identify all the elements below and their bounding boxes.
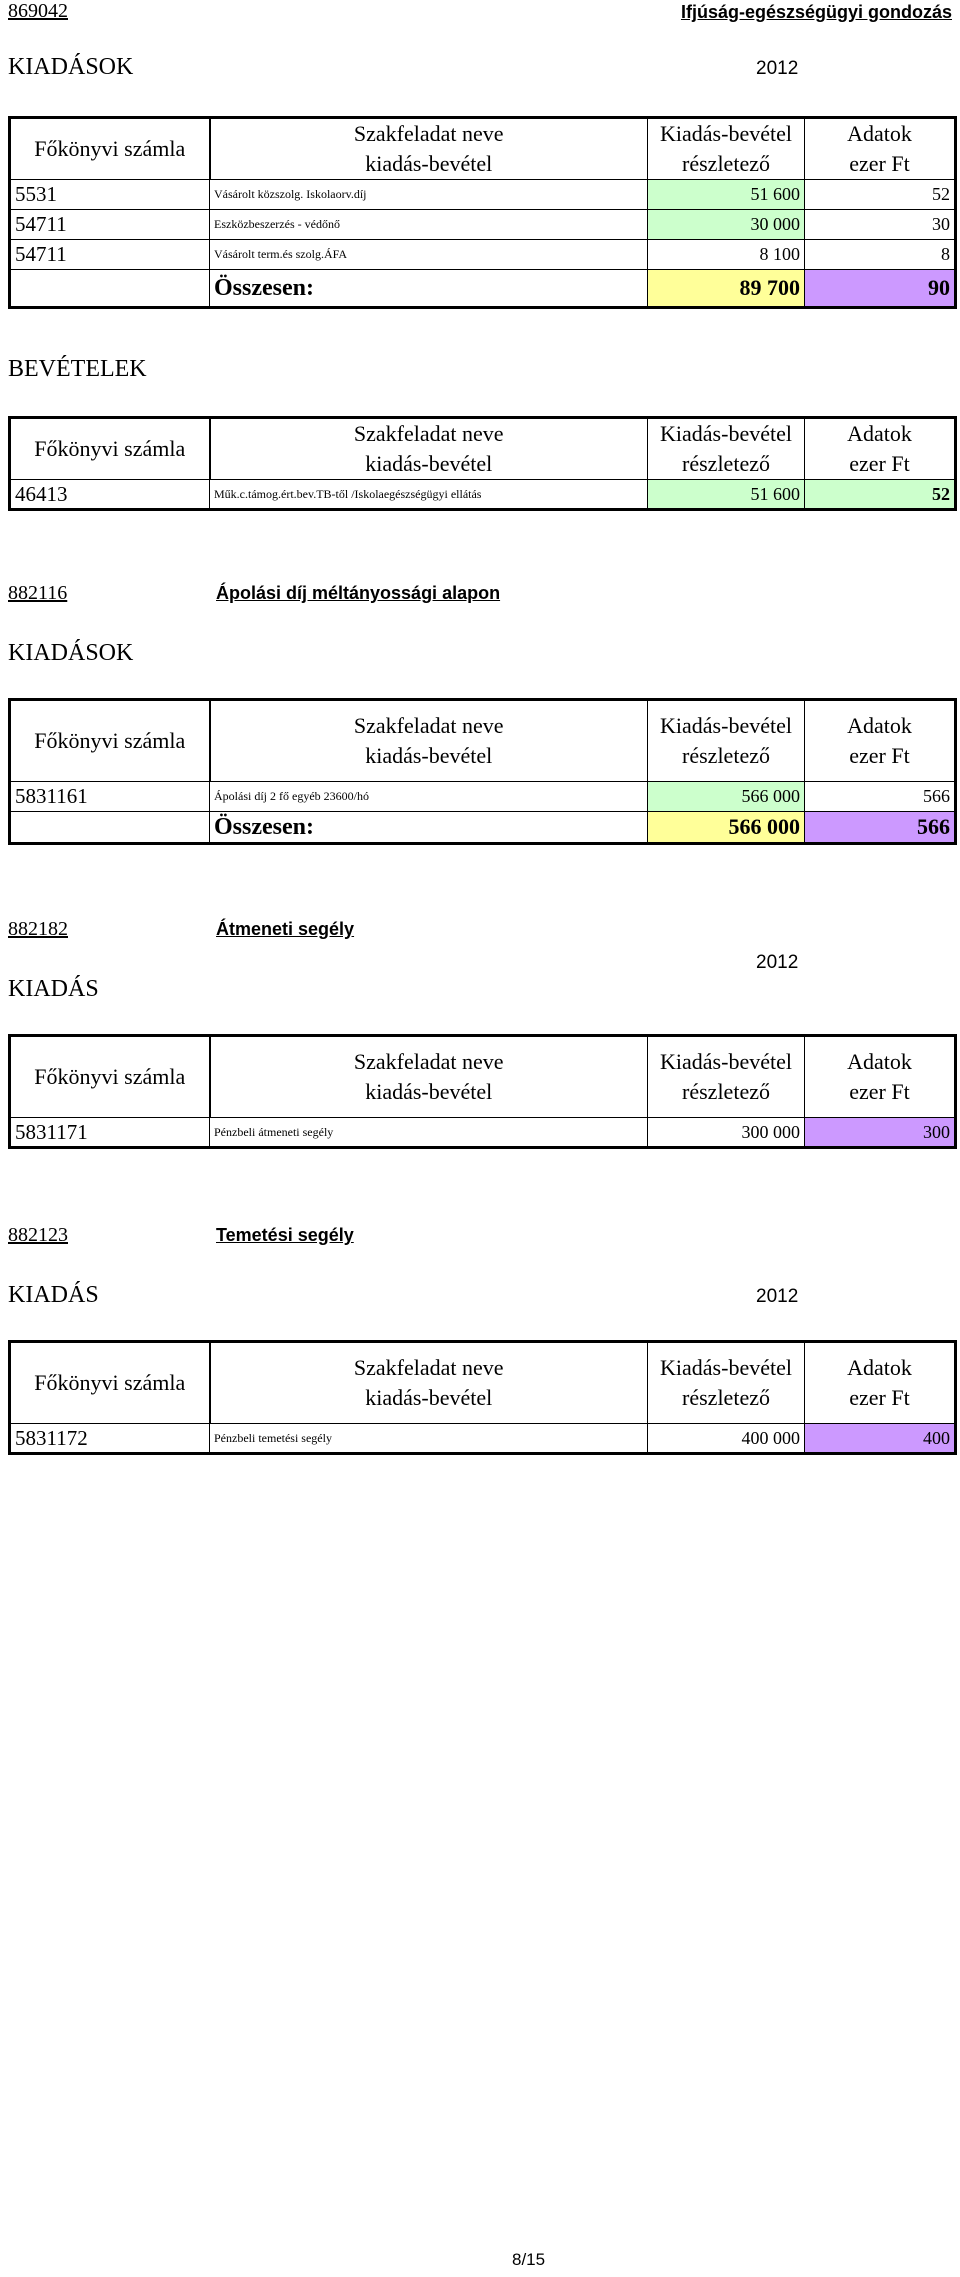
total-label: Összesen: — [210, 270, 648, 308]
temporary-aid-table — [8, 1034, 957, 1149]
description-cell: Műk.c.támog.ért.bev.TB-től /Iskolaegészségügyi ellátás — [210, 480, 648, 510]
care-allowance-table — [8, 698, 957, 845]
year-label: 2012 — [756, 58, 799, 79]
total-amount: 566 000 — [648, 812, 805, 844]
amount-cell: 51 600 — [648, 480, 805, 510]
total-thousand: 90 — [805, 270, 956, 308]
table-row — [10, 480, 956, 510]
table-header-row — [10, 1036, 956, 1118]
expenses-table — [8, 116, 957, 309]
col-account-header: Főkönyvi számla — [10, 118, 210, 180]
table-row — [10, 1424, 956, 1454]
col-name-header: Szakfeladat neve kiadás-bevétel — [210, 1342, 648, 1424]
year-label: 2012 — [756, 952, 799, 973]
amount-cell: 400 000 — [648, 1424, 805, 1454]
description-cell: Ápolási díj 2 fő egyéb 23600/hó — [210, 782, 648, 812]
revenue-table — [8, 416, 957, 511]
col-account-header: Főkönyvi számla — [10, 1036, 210, 1118]
description-cell: Pénzbeli temetési segély — [210, 1424, 648, 1454]
table-row — [10, 180, 956, 210]
section-code-882116: 882116 — [8, 582, 68, 604]
table-header-row — [10, 418, 956, 480]
col-detail-header: Kiadás-bevétel részletező — [648, 418, 805, 480]
description-cell: Eszközbeszerzés - védőnő — [210, 210, 648, 240]
expense-label: KIADÁS — [8, 1282, 99, 1308]
col-name-header: Szakfeladat neve kiadás-bevétel — [210, 418, 648, 480]
account-cell: 54711 — [10, 240, 210, 270]
thousand-cell: 300 — [805, 1118, 956, 1148]
account-cell: 46413 — [10, 480, 210, 510]
table-header-row — [10, 700, 956, 782]
amount-cell: 300 000 — [648, 1118, 805, 1148]
amount-cell: 8 100 — [648, 240, 805, 270]
table-row — [10, 240, 956, 270]
col-data-header: Adatok ezer Ft — [805, 700, 956, 782]
total-row — [10, 270, 956, 308]
section-title-temporary-aid: Átmeneti segély — [216, 919, 355, 939]
account-cell: 5831171 — [10, 1118, 210, 1148]
section-code-869042: 869042 — [8, 0, 68, 22]
revenue-label: BEVÉTELEK — [8, 356, 147, 382]
col-account-header: Főkönyvi számla — [10, 1342, 210, 1424]
thousand-cell: 52 — [805, 180, 956, 210]
section-title-youth-health: Ifjúság-egészségügyi gondozás — [680, 2, 952, 22]
account-cell: 54711 — [10, 210, 210, 240]
col-detail-header: Kiadás-bevétel részletező — [648, 1036, 805, 1118]
thousand-cell: 566 — [805, 782, 956, 812]
expenses-label: KIADÁSOK — [8, 640, 134, 666]
col-detail-header: Kiadás-bevétel részletező — [648, 118, 805, 180]
col-name-header: Szakfeladat neve kiadás-bevétel — [210, 1036, 648, 1118]
description-cell: Vásárolt közszolg. Iskolaorv.díj — [210, 180, 648, 210]
col-data-header: Adatok ezer Ft — [805, 1342, 956, 1424]
section-code-882123: 882123 — [8, 1224, 68, 1246]
expenses-label: KIADÁSOK — [8, 54, 134, 80]
table-header-row — [10, 118, 956, 180]
total-label: Összesen: — [210, 812, 648, 844]
col-detail-header: Kiadás-bevétel részletező — [648, 700, 805, 782]
amount-cell: 51 600 — [648, 180, 805, 210]
amount-cell: 30 000 — [648, 210, 805, 240]
table-row — [10, 1118, 956, 1148]
funeral-aid-table — [8, 1340, 957, 1455]
thousand-cell: 52 — [805, 480, 956, 510]
section-title-funeral-aid: Temetési segély — [216, 1225, 354, 1245]
description-cell: Pénzbeli átmeneti segély — [210, 1118, 648, 1148]
col-account-header: Főkönyvi számla — [10, 418, 210, 480]
account-cell: 5831172 — [10, 1424, 210, 1454]
col-detail-header: Kiadás-bevétel részletező — [648, 1342, 805, 1424]
col-data-header: Adatok ezer Ft — [805, 118, 956, 180]
section-title-care-allowance: Ápolási díj méltányossági alapon — [216, 583, 501, 603]
table-row — [10, 782, 956, 812]
col-account-header: Főkönyvi számla — [10, 700, 210, 782]
total-row — [10, 812, 956, 844]
table-row — [10, 210, 956, 240]
account-cell: 5531 — [10, 180, 210, 210]
year-label: 2012 — [756, 1286, 799, 1307]
total-amount: 89 700 — [648, 270, 805, 308]
total-thousand: 566 — [805, 812, 956, 844]
table-header-row — [10, 1342, 956, 1424]
description-cell: Vásárolt term.és szolg.ÁFA — [210, 240, 648, 270]
col-name-header: Szakfeladat neve kiadás-bevétel — [210, 700, 648, 782]
amount-cell: 566 000 — [648, 782, 805, 812]
section-code-882182: 882182 — [8, 918, 68, 940]
expense-label: KIADÁS — [8, 976, 99, 1002]
thousand-cell: 8 — [805, 240, 956, 270]
col-name-header: Szakfeladat neve kiadás-bevétel — [210, 118, 648, 180]
thousand-cell: 400 — [805, 1424, 956, 1454]
account-cell: 5831161 — [10, 782, 210, 812]
col-data-header: Adatok ezer Ft — [805, 1036, 956, 1118]
page-number: 8/15 — [512, 2250, 546, 2269]
col-data-header: Adatok ezer Ft — [805, 418, 956, 480]
thousand-cell: 30 — [805, 210, 956, 240]
